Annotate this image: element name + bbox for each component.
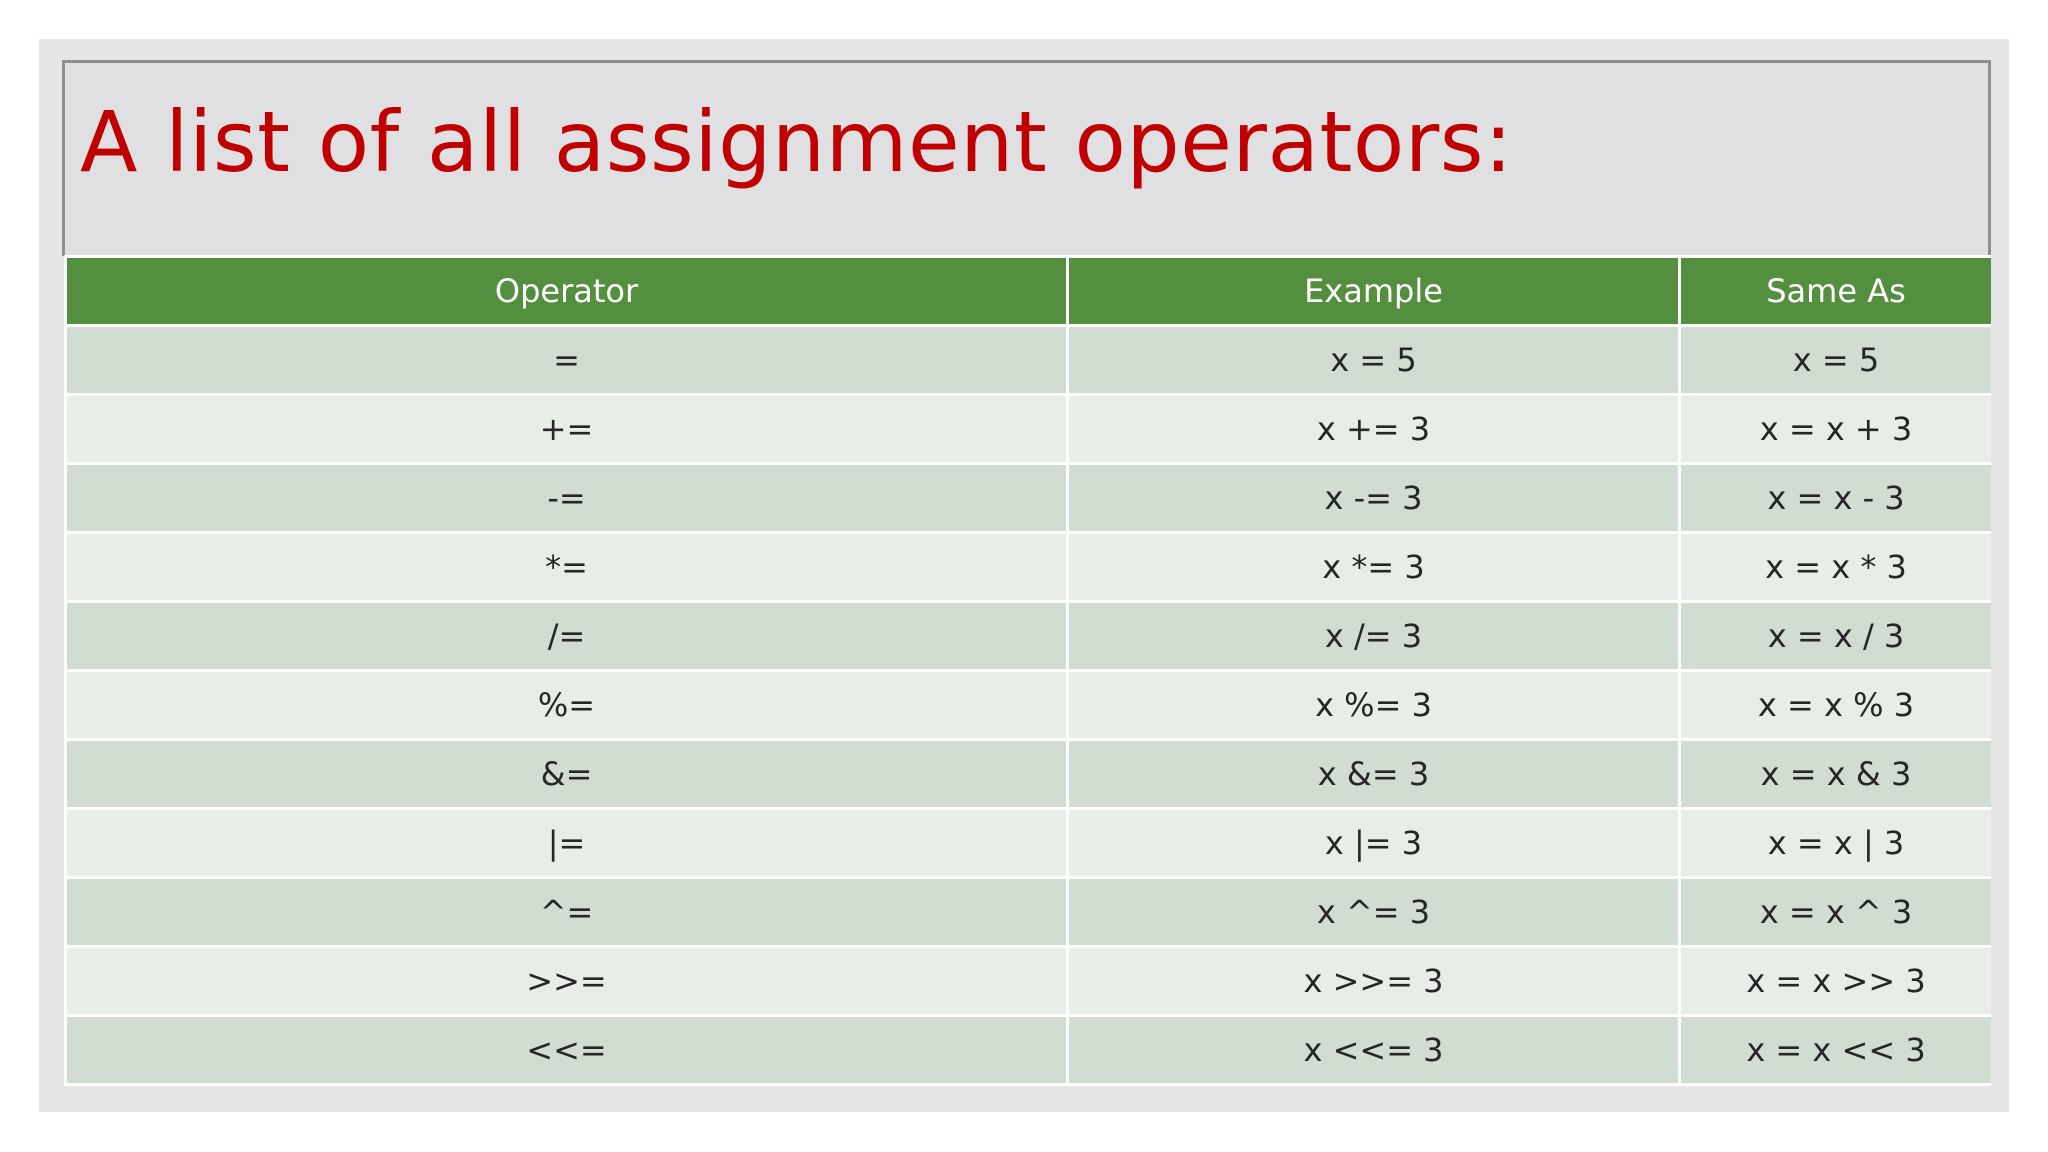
example-cell: x %= 3 <box>1068 671 1680 740</box>
operator-cell: += <box>66 395 1068 464</box>
table-row <box>66 395 1992 464</box>
operator-cell: %= <box>66 671 1068 740</box>
table-row <box>66 671 1992 740</box>
operators-table-container <box>64 255 1991 1115</box>
table-header <box>66 257 1992 326</box>
operator-cell: <<= <box>66 1016 1068 1085</box>
table-row <box>66 878 1992 947</box>
example-cell: x &= 3 <box>1068 740 1680 809</box>
slide-title: A list of all assignment operators: <box>80 93 1513 191</box>
example-cell: x /= 3 <box>1068 602 1680 671</box>
table-body <box>66 326 1992 1085</box>
operator-cell: -= <box>66 464 1068 533</box>
same-as-cell: x = x - 3 <box>1680 464 1992 533</box>
operator-cell: = <box>66 326 1068 395</box>
example-cell: x *= 3 <box>1068 533 1680 602</box>
table-row <box>66 602 1992 671</box>
same-as-cell: x = x * 3 <box>1680 533 1992 602</box>
example-cell: x = 5 <box>1068 326 1680 395</box>
operator-cell: /= <box>66 602 1068 671</box>
same-as-cell: x = x << 3 <box>1680 1016 1992 1085</box>
table-row <box>66 326 1992 395</box>
same-as-cell: x = x % 3 <box>1680 671 1992 740</box>
example-cell: x <<= 3 <box>1068 1016 1680 1085</box>
example-cell: x -= 3 <box>1068 464 1680 533</box>
table-row <box>66 809 1992 878</box>
table-row <box>66 1016 1992 1085</box>
header-example: Example <box>1068 257 1680 326</box>
example-cell: x >>= 3 <box>1068 947 1680 1016</box>
example-cell: x += 3 <box>1068 395 1680 464</box>
same-as-cell: x = x | 3 <box>1680 809 1992 878</box>
same-as-cell: x = x & 3 <box>1680 740 1992 809</box>
table-row <box>66 947 1992 1016</box>
example-cell: x ^= 3 <box>1068 878 1680 947</box>
operators-table <box>64 255 1991 1086</box>
header-operator: Operator <box>66 257 1068 326</box>
operator-cell: *= <box>66 533 1068 602</box>
header-row <box>66 257 1992 326</box>
same-as-cell: x = x + 3 <box>1680 395 1992 464</box>
operator-cell: ^= <box>66 878 1068 947</box>
same-as-cell: x = 5 <box>1680 326 1992 395</box>
header-same-as: Same As <box>1680 257 1992 326</box>
operator-cell: >>= <box>66 947 1068 1016</box>
same-as-cell: x = x / 3 <box>1680 602 1992 671</box>
example-cell: x |= 3 <box>1068 809 1680 878</box>
same-as-cell: x = x ^ 3 <box>1680 878 1992 947</box>
table-row <box>66 464 1992 533</box>
operator-cell: &= <box>66 740 1068 809</box>
table-row <box>66 533 1992 602</box>
same-as-cell: x = x >> 3 <box>1680 947 1992 1016</box>
operator-cell: |= <box>66 809 1068 878</box>
table-row <box>66 740 1992 809</box>
